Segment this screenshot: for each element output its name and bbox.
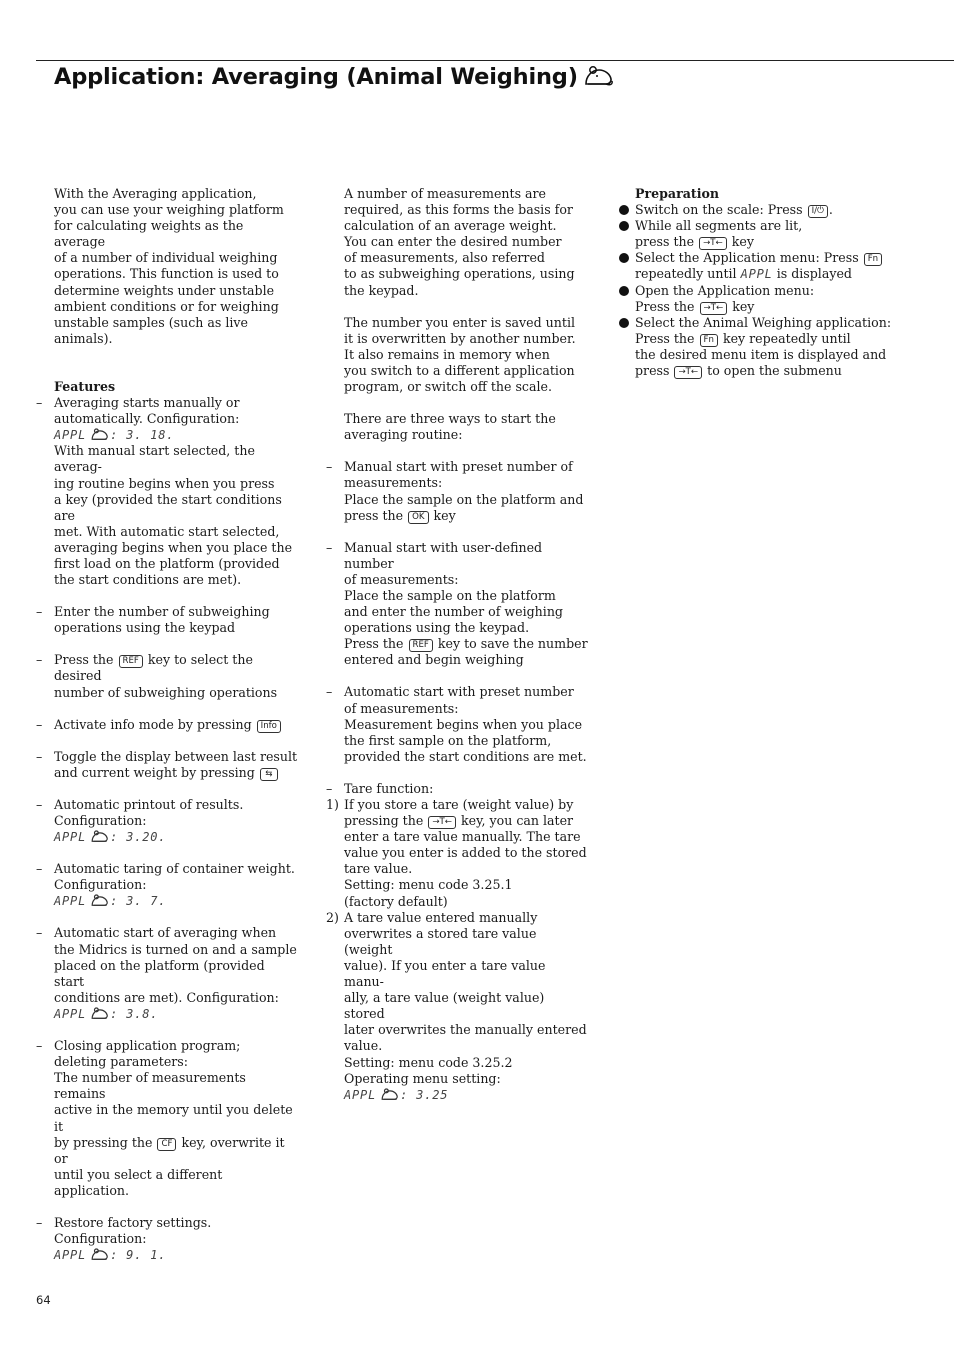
text-line: placed on the platform (provided start	[54, 957, 265, 989]
display-code	[54, 1006, 298, 1022]
text-span: key to save the number	[437, 636, 588, 652]
item-number: 1)	[326, 797, 339, 812]
text-line: You can enter the desired number	[344, 234, 562, 250]
ref-key-icon: REF	[409, 639, 433, 652]
text-line: overwrites a stored tare value (weight	[344, 925, 537, 957]
preparation-step	[617, 283, 917, 315]
text-line: Automatic start of averaging when	[54, 925, 277, 941]
text-line	[54, 652, 298, 684]
text-line: Tare function:	[344, 780, 434, 796]
feature-item: – Automatic start of averaging when the Midrics is turned on and a sample placed on the platform (provided start conditions are met). Configuration: APPL : 3.8.	[36, 925, 297, 1021]
text-line	[635, 299, 917, 315]
text-line	[635, 202, 917, 218]
text-line: the first sample on the platform,	[344, 732, 552, 748]
page-title-text: Application: Averaging (Animal Weighing)	[54, 64, 578, 90]
text-line: Manual start with user-defined number	[344, 539, 543, 571]
text-line: Place the sample on the platform and	[344, 491, 584, 507]
start-method-item: – Automatic start with preset number of measurements: Measurement begins when you place the first sample on the platform, provided the start conditions are met.	[326, 684, 587, 764]
text-line: Operating menu setting:	[344, 1070, 501, 1086]
preparation-heading: Preparation	[635, 186, 720, 201]
column-right	[617, 186, 917, 379]
text-line	[635, 363, 917, 379]
text-line: deleting parameters:	[54, 1054, 188, 1070]
ref-key-icon: REF	[119, 655, 143, 668]
features-heading: Features	[54, 378, 116, 394]
column-middle	[326, 186, 588, 1103]
text-line: A tare value entered manually	[344, 909, 538, 925]
text-line: If you store a tare (weight value) by	[344, 797, 574, 812]
text-span: press the	[344, 507, 404, 523]
text-line: of measurements, also referred	[344, 250, 545, 266]
display-code-text: : 3.20.	[110, 830, 167, 845]
text-line: While all segments are lit,	[635, 218, 803, 234]
text-line: Select the Animal Weighing application:	[635, 314, 892, 330]
text-line	[635, 250, 917, 266]
text-line: Automatic start with preset number	[344, 684, 574, 700]
text-line: Closing application program;	[54, 1038, 241, 1054]
bullet-icon	[619, 253, 629, 263]
text-span: Press the	[635, 298, 695, 314]
intro-line: of a number of individual weighing	[54, 250, 278, 266]
text-line: active in the memory until you delete it	[54, 1102, 293, 1134]
text-span: key	[433, 507, 456, 523]
feature-item: – Automatic printout of results. Configuration: APPL : 3.20.	[36, 797, 298, 845]
mouse-icon	[91, 829, 109, 844]
text-span: pressing the	[344, 813, 424, 829]
preparation-step	[617, 218, 917, 250]
text-line: averaging begins when you place the	[54, 539, 293, 555]
page-title	[54, 61, 614, 93]
intro-line: you can use your weighing platform	[54, 202, 284, 218]
text-span: by pressing the	[54, 1134, 153, 1150]
text-span: to open the submenu	[707, 363, 842, 379]
display-code	[344, 1087, 588, 1103]
text-line	[344, 813, 588, 829]
text-line	[635, 234, 917, 250]
item-number: 2)	[326, 909, 339, 925]
fn-key-icon: Fn	[700, 334, 718, 347]
text-line: number of subweighing operations	[54, 684, 278, 700]
text-span: and current weight by pressing	[54, 764, 255, 780]
feature-item: – Press the REF key to select the desired number of subweighing operations	[36, 652, 298, 700]
text-line: calculation of an average weight.	[344, 218, 557, 234]
feature-item: – Averaging starts manually or automatically. Configuration: APPL : 3. 18. With manual start selected, the averag- ing routine begins when you press a key (provided the start conditions are met. With automatic start selected, averaging begins when you place the first load on the platform (provided the start conditions are met).	[36, 395, 298, 588]
text-line: entered and begin weighing	[344, 652, 524, 668]
text-line: Restore factory settings. Configuration:	[54, 1214, 212, 1247]
text-line: and enter the number of weighing	[344, 604, 563, 620]
text-line: enter a tare value manually. The tare	[344, 829, 581, 845]
text-line: required, as this forms the basis for	[344, 202, 573, 218]
tare-key-icon: →T←	[674, 366, 702, 379]
text-span: is displayed	[776, 266, 852, 282]
text-line: first load on the platform (provided	[54, 555, 280, 571]
display-code-text: APPL	[344, 1087, 377, 1102]
text-span: key	[731, 234, 754, 250]
feature-item: – Closing application program; deleting parameters: The number of measurements remains active in the memory until you delete it by pressing the CF key, overwrite it or until you select a different application.	[36, 1038, 298, 1199]
text-line: A number of measurements are	[344, 186, 547, 201]
text-line: provided the start conditions are met.	[344, 748, 587, 764]
text-line: of measurements:	[344, 700, 459, 716]
text-line: value you enter is added to the stored	[344, 845, 587, 861]
text-line: of measurements:	[344, 571, 459, 587]
start-method-item: – Manual start with user-defined number of measurements: Place the sample on the platform and enter the number of weighing operations using the keypad. Press the REF key to save the number entered and begin weighing	[326, 539, 588, 668]
text-span: key to select the desired	[54, 652, 253, 684]
text-line	[54, 1135, 298, 1167]
tare-item	[326, 910, 588, 1103]
display-code-text: : 9. 1.	[110, 1248, 167, 1263]
text-line: Configuration:	[54, 877, 147, 893]
intro-line: With the Averaging application,	[54, 186, 257, 201]
text-line: Configuration:	[54, 813, 147, 828]
text-line: tare value.	[344, 861, 413, 877]
feature-item: – Restore factory settings. Configuration: APPL : 9. 1.	[36, 1215, 298, 1263]
text-line	[344, 636, 588, 652]
text-line: the Midrics is turned on and a sample	[54, 941, 297, 957]
text-line: you switch to a different application	[344, 362, 575, 378]
text-line: to as subweighing operations, using	[344, 266, 575, 282]
text-line: the desired menu item is displayed and	[635, 346, 887, 362]
text-line	[635, 266, 917, 282]
text-line	[344, 508, 588, 524]
text-span: key, overwrite it or	[54, 1134, 285, 1166]
display-code-text: APPL	[54, 1248, 87, 1263]
display-code-text: APPL	[54, 830, 87, 845]
text-line: Setting: menu code 3.25.2	[344, 1054, 513, 1070]
preparation-step	[617, 250, 917, 282]
text-span: repeatedly until	[635, 266, 737, 282]
display-code-text: APPL	[54, 428, 87, 443]
bullet-icon	[619, 221, 629, 231]
text-line: met. With automatic start selected,	[54, 523, 280, 539]
tare-key-icon: →T←	[699, 237, 727, 250]
intro-line: ambient conditions or for weighing	[54, 298, 279, 314]
text-line	[54, 717, 298, 733]
display-code	[54, 829, 298, 845]
text-line: a key (provided the start conditions are	[54, 491, 282, 523]
intro-line: determine weights under unstable	[54, 282, 275, 298]
bullet-icon	[619, 318, 629, 328]
text-line: ing routine begins when you press	[54, 475, 275, 491]
text-line: until you select a different application.	[54, 1166, 223, 1198]
text-line: the start conditions are met).	[54, 572, 242, 588]
bullet-icon	[619, 286, 629, 296]
display-code-text: : 3.25	[400, 1087, 449, 1102]
text-line: Place the sample on the platform	[344, 587, 556, 603]
text-line: program, or switch off the scale.	[344, 379, 552, 395]
preparation-step	[617, 315, 917, 379]
display-code-text: : 3. 18.	[110, 428, 175, 443]
text-line: Manual start with preset number of	[344, 459, 573, 475]
ok-key-icon: OK	[408, 511, 428, 524]
mouse-icon	[584, 64, 614, 88]
text-span: press the	[635, 234, 695, 250]
intro-line: operations. This function is used to	[54, 266, 279, 282]
text-line: measurements:	[344, 475, 443, 491]
intro-line: unstable samples (such as live animals).	[54, 314, 248, 346]
text-line	[54, 765, 298, 781]
text-line: Open the Application menu:	[635, 282, 815, 298]
column-left	[36, 186, 298, 1263]
text-line: Enter the number of subweighing	[54, 604, 270, 620]
preparation-step	[617, 202, 917, 218]
text-span: .	[828, 202, 833, 218]
intro-line: for calculating weights as the average	[54, 218, 244, 250]
feature-item: – Activate info mode by pressing Info	[36, 717, 298, 733]
mouse-icon	[91, 1006, 109, 1021]
display-code-text: APPL	[54, 1006, 87, 1021]
tare-heading-item: – Tare function:	[326, 781, 588, 797]
display-code	[54, 427, 298, 443]
text-line: Toggle the display between last result	[54, 748, 298, 764]
text-line: value.	[344, 1038, 383, 1054]
text-line: operations using the keypad	[54, 620, 236, 636]
text-line: conditions are met). Configuration:	[54, 989, 279, 1005]
fn-key-icon: Fn	[864, 253, 882, 266]
text-line: Averaging starts manually or	[54, 395, 240, 411]
start-method-item: – Manual start with preset number of measurements: Place the sample on the platform and press the OK key	[326, 459, 588, 523]
text-span: Switch on the scale: Press	[635, 202, 803, 218]
tare-item	[326, 797, 588, 910]
text-span: key	[732, 298, 755, 314]
text-span: press	[635, 363, 670, 379]
power-key-icon: I/⏻	[808, 205, 828, 218]
mouse-icon	[91, 1247, 109, 1262]
page-number: 64	[36, 1293, 51, 1307]
text-line: Measurement begins when you place	[344, 716, 583, 732]
text-line: ally, a tare value (weight value) stored	[344, 990, 545, 1022]
text-line: the keypad.	[344, 282, 419, 298]
text-line: The number of measurements remains	[54, 1070, 246, 1102]
text-line: It also remains in memory when	[344, 346, 550, 362]
text-line: later overwrites the manually entered	[344, 1022, 587, 1038]
text-line: Setting: menu code 3.25.1	[344, 877, 513, 893]
text-line: There are three ways to start the	[344, 411, 556, 427]
text-line: it is overwritten by another number.	[344, 330, 576, 346]
text-span: Activate info mode by pressing	[54, 716, 252, 732]
text-span: key repeatedly until	[722, 330, 851, 346]
text-line: Automatic taring of container weight.	[54, 861, 295, 877]
display-code-text: : 3. 7.	[110, 894, 167, 909]
tare-key-icon: →T←	[700, 302, 728, 315]
display-code-text: APPL	[740, 267, 773, 282]
cf-key-icon: CF	[157, 1138, 176, 1151]
display-code-text: APPL	[54, 894, 87, 909]
text-line: The number you enter is saved until	[344, 314, 576, 330]
feature-item: – Toggle the display between last result and current weight by pressing ⇆	[36, 748, 298, 780]
display-code-text: : 3.8.	[110, 1006, 159, 1021]
text-line	[635, 331, 917, 347]
text-span: Press the	[635, 330, 695, 346]
text-line: value). If you enter a tare value manu-	[344, 957, 546, 990]
mouse-icon	[381, 1087, 399, 1102]
mouse-icon	[91, 427, 109, 442]
info-key-icon: Info	[257, 720, 281, 733]
display-code	[54, 1247, 298, 1263]
bullet-icon	[619, 205, 629, 215]
text-line: With manual start selected, the averag-	[54, 443, 255, 475]
text-line: automatically. Configuration:	[54, 411, 240, 427]
tare-key-icon: →T←	[428, 816, 456, 829]
text-span: key, you can later	[460, 813, 574, 829]
text-line: Automatic printout of results.	[54, 796, 244, 812]
text-span: Press the	[344, 636, 404, 652]
text-line: operations using the keypad.	[344, 620, 530, 636]
toggle-key-icon: ⇆	[260, 768, 278, 781]
text-line: averaging routine:	[344, 427, 463, 443]
mouse-icon	[91, 893, 109, 908]
text-span: Select the Application menu: Press	[635, 250, 859, 266]
text-line: (factory default)	[344, 893, 448, 909]
feature-item: – Enter the number of subweighing operations using the keypad	[36, 604, 298, 636]
feature-item: – Automatic taring of container weight. Configuration: APPL : 3. 7.	[36, 861, 298, 909]
text-span: Press the	[54, 652, 114, 668]
display-code	[54, 893, 298, 909]
